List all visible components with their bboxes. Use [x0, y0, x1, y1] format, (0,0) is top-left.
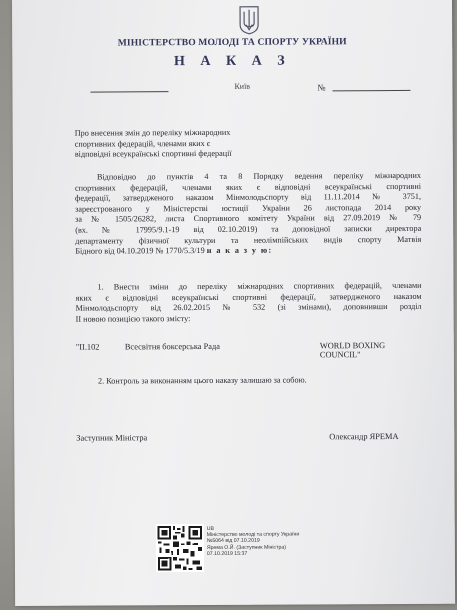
item-1-line: Мінмолодьспорту від 26.02.2015 № 532 (зі змінами), доповнивши розділ [75, 302, 422, 313]
ministry-name: МІНІСТЕРСТВО МОЛОДІ ТА СПОРТУ УКРАЇНИ [117, 36, 347, 49]
stamp-line: Міністерство молоді та спорту України [206, 531, 300, 539]
new-position-entry [75, 341, 422, 360]
preamble-line: за № 1505/26282, листа Спортивного комітету України від 27.09.2019 № 79 [75, 213, 422, 225]
preamble-last-line [75, 245, 421, 257]
subject-line: спортивних федерацій, членами яких є [74, 138, 211, 149]
preamble-line: Бідного від 04.10.2019 № 1770/5.3/19 [75, 246, 205, 256]
number-blank-line [332, 90, 410, 91]
signer-position: Заступник Міністра [76, 433, 148, 443]
preamble-line: спортивних федерацій, членами яких є відповідні всеукраїнські спортивні [74, 181, 422, 193]
item-1-line: яких є відповідні всеукраїнські спортивні федерації, затвердженого наказом [75, 291, 422, 303]
stamp-line: №5064 від 07.10.2019 [206, 538, 260, 545]
subject-line: відповідні всеукраїнські спортивні федерації [74, 148, 232, 159]
signer-name: Олександр ЯРЕМА [329, 431, 399, 442]
stamp-line: UB [206, 525, 215, 532]
city: Київ [234, 81, 251, 91]
number-sign: № [317, 82, 326, 93]
position-code: "II.102 [75, 342, 100, 352]
qr-code-icon [156, 524, 204, 572]
document-page [12, 0, 455, 606]
position-name-ua: Всесвітня боксерська Рада [124, 341, 220, 352]
electronic-signature-stamp [207, 526, 300, 557]
stamp-line: Ярема О.Й. (Заступник Міністра) [206, 544, 286, 551]
date-blank-line [90, 91, 168, 92]
position-name-en: WORLD BOXING COUNCIL" [319, 341, 386, 360]
preamble-paragraph [75, 171, 421, 258]
item-1-line: II новою позицією такого змісту: [75, 313, 191, 324]
stamp-line: 07.10.2019 15:37 [206, 550, 248, 557]
order-keyword: н а к а з у ю: [206, 245, 273, 256]
item-2-paragraph [76, 375, 422, 387]
item-1-line: 1. Внести зміни до переліку міжнародних спортивних федерацій, членами [97, 280, 422, 292]
item-1-paragraph [75, 281, 421, 325]
trident-emblem-icon [238, 5, 260, 35]
preamble-line: Відповідно до пунктів 4 та 8 Порядку ведення переліку міжнародних [96, 170, 421, 182]
preamble-line: федерації, затвердженого наказом Мінмолодьспорту від 11.11.2014 № 3751, [75, 192, 422, 203]
order-subject [75, 128, 295, 161]
preamble-line: зареєстрованого у Міністерстві юстиції України 26 листопада 2014 року [75, 202, 422, 214]
item-2-line: 2. Контроль за виконанням цього наказу залишаю за собою. [97, 375, 307, 386]
preamble-line: (вх. № 17995/9.1-19 від 02.10.2019) та доповідної записки директора [75, 223, 422, 235]
preamble-line: департаменту фізичної культури та неолімпійських видів спорту Матвія [75, 234, 422, 246]
document-type: Н А К А З [173, 53, 291, 70]
subject-line: Про внесення змін до переліку міжнародних [74, 127, 231, 138]
